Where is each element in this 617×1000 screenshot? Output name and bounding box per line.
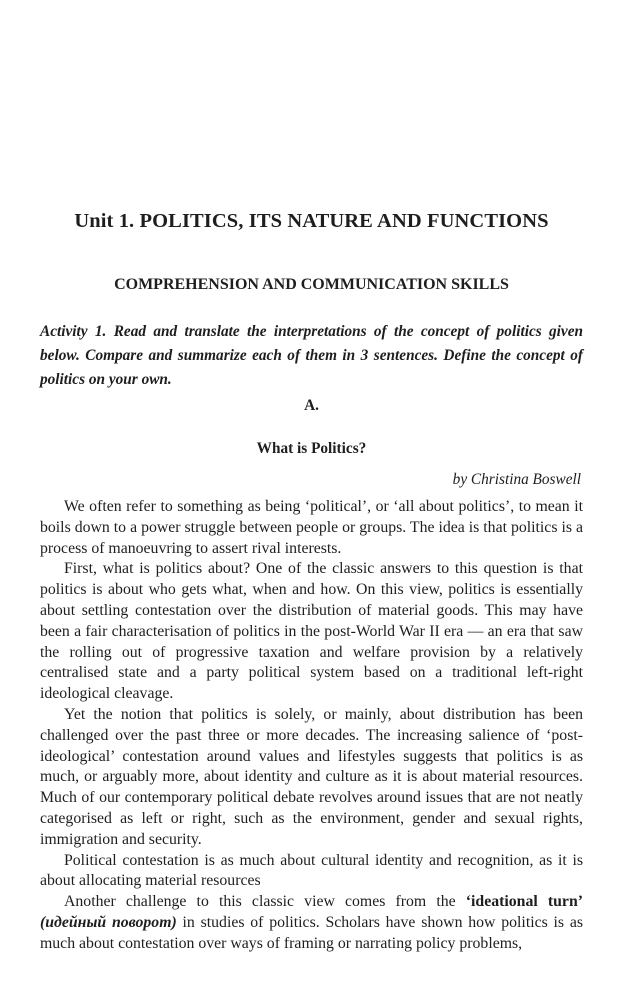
paragraph-text: Another challenge to this classic view comes from the (64, 893, 466, 911)
paragraph (40, 892, 583, 954)
paragraph: Yet the notion that politics is solely, or mainly, about distribution has been challenged over the past three or more decades. The increasing salience of ‘post-ideological’ contestation around values and lifestyles suggests that politics is as much, or arguably more, about identity and culture as it is about material resources. Much of our contemporary political debate revolves around issues that are not neatly categorised as left or right, such as the environment, gender and sexual rights, immigration and security. (40, 705, 583, 848)
key-term: ‘ideational turn’ (465, 893, 583, 911)
paragraph: First, what is politics about? One of the classic answers to this question is that politics is about who gets what, when and how. On this view, politics is essentially about settling contestation over the distribution of material goods. This may have been a fair characterisation of politics in the post-World War II era — an era that saw the rolling out of progressive taxation and welfare provision by a relatively centralised state and a party political system based on a traditional left-right ideological cleavage. (40, 560, 583, 703)
unit-title: Unit 1. POLITICS, ITS NATURE AND FUNCTIONS (74, 210, 549, 232)
article-body (40, 497, 583, 955)
article-byline: by Christina Boswell (452, 471, 581, 488)
article-letter: A. (304, 397, 319, 414)
paragraph: Political contestation is as much about cultural identity and recognition, as it is about allocating material resources (40, 851, 583, 890)
paragraph: We often refer to something as being ‘political’, or ‘all about politics’, to mean it boils down to a power struggle between people or groups. The idea is that politics is a process of manoeuvring to assert rival interests. (40, 498, 583, 557)
paragraph-text: in studies of politics. Scholars have shown how politics is as much about contestation over ways of framing or narrating policy problems, (40, 913, 584, 952)
book-page (40, 0, 583, 1000)
article-title: What is Politics? (256, 440, 367, 457)
section-title: COMPREHENSION AND COMMUNICATION SKILLS (114, 276, 509, 293)
activity-instructions: Activity 1. Read and translate the interpretations of the concept of politics given below. Compare and summarize each of them in 3 sentences. Define the concept of politics on your own. (40, 323, 583, 388)
key-term-translation: (идейный поворот) (40, 913, 177, 931)
